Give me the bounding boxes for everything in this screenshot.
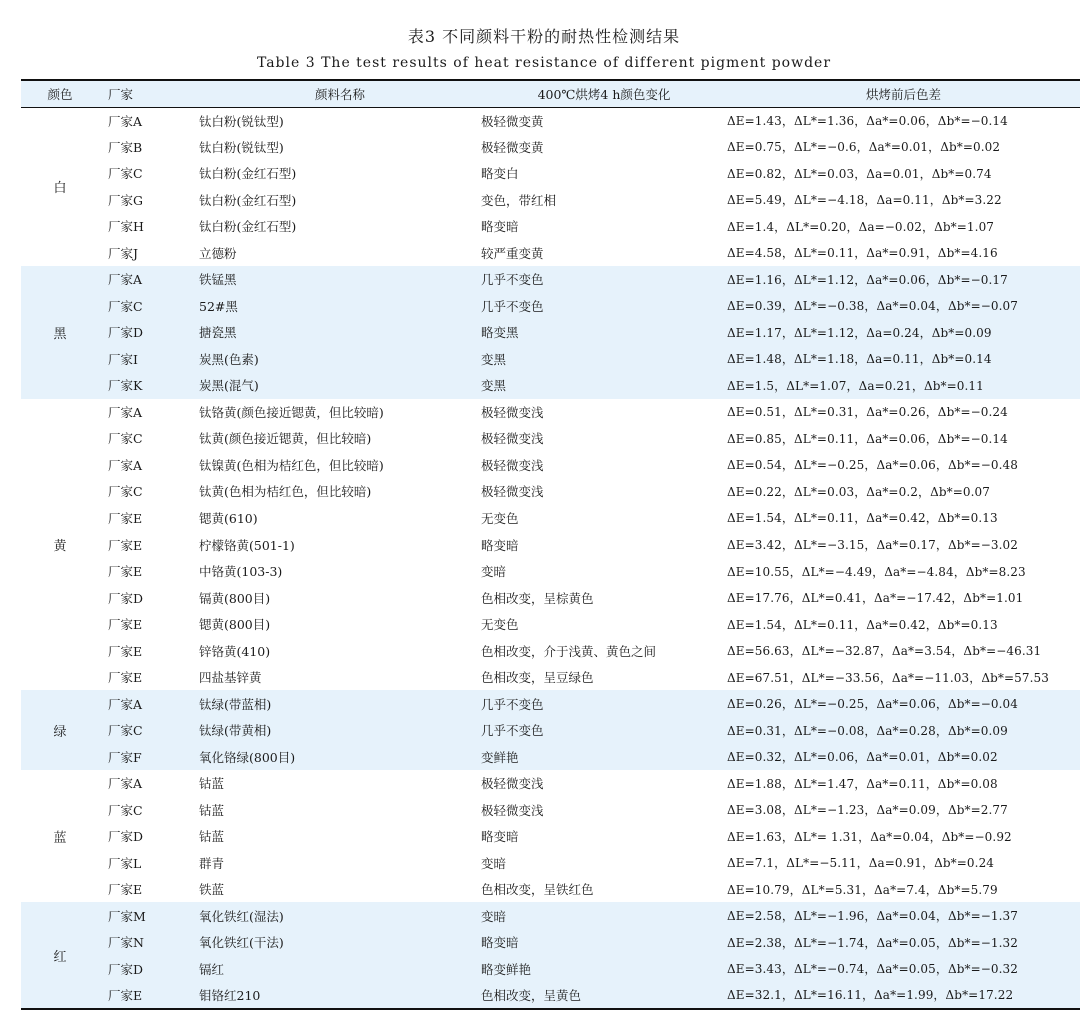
color-group-cell: 黑 <box>21 266 99 399</box>
pigment-name-cell: 钛黄(颜色接近锶黄，但比较暗) <box>199 431 372 447</box>
pigment-name-cell: 锶黄(800目) <box>199 617 271 633</box>
color-change-cell: 极轻微变浅 <box>481 404 544 420</box>
manufacturer-cell: 厂家N <box>99 929 199 956</box>
pigment-name-cell: 铁蓝 <box>199 882 225 898</box>
color-difference-cell: ΔE=56.63，ΔL*=−32.87，Δa*=3.54，Δb*=−46.31 <box>727 644 1042 659</box>
color-change-cell: 极轻微变浅 <box>481 484 544 500</box>
manufacturer-cell: 厂家A <box>108 404 143 420</box>
color-change-cell: 几乎不变色 <box>481 293 727 320</box>
manufacturer-cell: 厂家I <box>99 346 199 373</box>
color-difference-cell: ΔE=0.32，ΔL*=0.06，Δa*=0.01，Δb*=0.02 <box>727 743 1080 770</box>
pigment-name-cell: 钛镍黄(色相为桔红色，但比较暗) <box>199 457 384 473</box>
color-difference-cell: ΔE=1.48，ΔL*=1.18，Δa=0.11，Δb*=0.14 <box>727 346 1080 373</box>
color-change-cell: 极轻微变浅 <box>481 776 544 792</box>
pigment-name-cell: 钛黄(色相为桔红色，但比较暗) <box>199 484 372 500</box>
pigment-name-cell: 氧化铁红(干法) <box>199 929 481 956</box>
color-difference-cell: ΔE=32.1，ΔL*=16.11，Δa*=1.99，Δb*=17.22 <box>727 982 1080 1009</box>
color-difference-cell: ΔE=0.75，ΔL*=−0.6，Δa*=0.01，Δb*=0.02 <box>727 140 1001 155</box>
color-change-cell: 无变色 <box>481 510 519 526</box>
pigment-name-cell: 氧化铁红(湿法) <box>199 902 481 929</box>
manufacturer-cell: 厂家L <box>108 855 142 871</box>
color-change-cell: 色相改变，介于浅黄、黄色之间 <box>481 643 657 659</box>
color-difference-cell: ΔE=3.43，ΔL*=−0.74，Δa*=0.05，Δb*=−0.32 <box>727 956 1080 983</box>
manufacturer-cell: 厂家G <box>108 192 143 208</box>
table-row <box>21 823 1080 850</box>
color-change-cell: 较严重变黄 <box>481 245 544 261</box>
table-row <box>21 372 1080 399</box>
color-change-cell: 变黑 <box>481 372 727 399</box>
manufacturer-cell: 厂家E <box>108 564 143 580</box>
manufacturer-cell: 厂家E <box>108 617 143 633</box>
table-caption-english: Table 3 The test results of heat resistance of different pigment powder <box>256 55 832 71</box>
color-change-cell: 略变暗 <box>481 537 519 553</box>
table-row <box>21 531 1080 558</box>
table-row <box>21 929 1080 956</box>
table-row <box>21 558 1080 585</box>
table-row <box>21 770 1080 797</box>
manufacturer-cell: 厂家C <box>108 166 143 182</box>
pigment-name-cell: 中铬黄(103-3) <box>199 564 283 580</box>
table-row <box>21 266 1080 293</box>
color-change-cell: 无变色 <box>481 617 519 633</box>
pigment-name-cell: 炭黑(色素) <box>199 346 481 373</box>
header-color: 颜色 <box>47 86 73 102</box>
manufacturer-cell: 厂家E <box>108 882 143 898</box>
table-row <box>21 293 1080 320</box>
manufacturer-cell: 厂家E <box>108 643 143 659</box>
header-pigment-name: 颜料名称 <box>314 86 365 102</box>
color-difference-cell: ΔE=3.42，ΔL*=−3.15，Δa*=0.17，Δb*=−3.02 <box>727 538 1019 552</box>
pigment-name-cell: 钛绿(带蓝相) <box>199 690 481 717</box>
color-difference-cell: ΔE=7.1，ΔL*=−5.11，Δa=0.91，Δb*=0.24 <box>727 856 995 871</box>
pigment-name-cell: 群青 <box>199 855 225 871</box>
color-difference-cell: ΔE=1.63，ΔL*= 1.31，Δa*=0.04，Δb*=−0.92 <box>727 829 1012 844</box>
color-difference-cell: ΔE=1.54，ΔL*=0.11，Δa*=0.42，Δb*=0.13 <box>727 617 998 632</box>
pigment-name-cell: 镉黄(800目) <box>199 590 271 606</box>
pigment-name-cell: 搪瓷黑 <box>199 319 481 346</box>
manufacturer-cell: 厂家D <box>99 319 199 346</box>
table-row <box>21 399 1080 426</box>
pigment-name-cell: 钛白粉(金红石型) <box>199 219 297 235</box>
pigment-name-cell: 钛铬黄(颜色接近锶黄，但比较暗) <box>199 404 384 420</box>
color-change-cell: 极轻微变浅 <box>481 431 544 447</box>
pigment-name-cell: 钛绿(带黄相) <box>199 717 481 744</box>
color-difference-cell: ΔE=0.26，ΔL*=−0.25，Δa*=0.06，Δb*=−0.04 <box>727 690 1080 717</box>
table-row <box>21 187 1080 214</box>
table-row <box>21 849 1080 876</box>
color-change-cell: 变鲜艳 <box>481 743 727 770</box>
color-difference-cell: ΔE=1.4，ΔL*=0.20，Δa=−0.02，Δb*=1.07 <box>727 219 995 234</box>
table-caption-chinese: 表3 不同颜料干粉的耐热性检测结果 <box>407 27 681 46</box>
table-body <box>21 107 1080 1009</box>
color-difference-cell: ΔE=10.79，ΔL*=5.31，Δa*=7.4，Δb*=5.79 <box>727 882 998 897</box>
table-row <box>21 452 1080 479</box>
manufacturer-cell: 厂家C <box>99 293 199 320</box>
color-change-cell: 色相改变，呈棕黄色 <box>481 590 594 606</box>
color-difference-cell: ΔE=1.5，ΔL*=1.07，Δa=0.21，Δb*=0.11 <box>727 372 1080 399</box>
color-change-cell: 色相改变，呈豆绿色 <box>481 670 594 686</box>
color-group-cell: 绿 <box>21 690 99 770</box>
pigment-name-cell: 镉红 <box>199 956 481 983</box>
color-change-cell: 极轻微变浅 <box>481 457 544 473</box>
table-row <box>21 505 1080 532</box>
table-header-row <box>21 80 1080 107</box>
color-change-cell: 几乎不变色 <box>481 266 727 293</box>
manufacturer-cell: 厂家B <box>108 139 143 155</box>
manufacturer-cell: 厂家D <box>99 956 199 983</box>
color-change-cell: 变黑 <box>481 346 727 373</box>
pigment-name-cell: 52#黑 <box>199 293 481 320</box>
manufacturer-cell: 厂家A <box>99 266 199 293</box>
manufacturer-cell: 厂家E <box>99 982 199 1009</box>
table-row <box>21 584 1080 611</box>
table-row <box>21 982 1080 1009</box>
color-difference-cell: ΔE=0.82，ΔL*=0.03，Δa=0.01，Δb*=0.74 <box>727 166 992 181</box>
header-color-change: 400℃烘烤4 h颜色变化 <box>537 86 671 102</box>
pigment-name-cell: 氧化铬绿(800目) <box>199 743 481 770</box>
heat-resistance-table <box>21 79 1080 1010</box>
table-row <box>21 160 1080 187</box>
color-difference-cell: ΔE=1.16，ΔL*=1.12，Δa*=0.06，Δb*=−0.17 <box>727 266 1080 293</box>
color-difference-cell: ΔE=5.49，ΔL*=−4.18，Δa=0.11，Δb*=3.22 <box>727 193 1002 208</box>
color-difference-cell: ΔE=1.17，ΔL*=1.12，Δa=0.24，Δb*=0.09 <box>727 319 1080 346</box>
color-difference-cell: ΔE=0.22，ΔL*=0.03，Δa*=0.2，Δb*=0.07 <box>727 484 990 499</box>
pigment-name-cell: 钛白粉(金红石型) <box>199 192 297 208</box>
table-row <box>21 478 1080 505</box>
table-row <box>21 240 1080 267</box>
color-difference-cell: ΔE=67.51，ΔL*=−33.56，Δa*=−11.03，Δb*=57.53 <box>727 670 1049 685</box>
pigment-name-cell: 柠檬铬黄(501-1) <box>199 537 295 553</box>
pigment-name-cell: 钴蓝 <box>199 829 225 845</box>
manufacturer-cell: 厂家D <box>108 590 144 606</box>
pigment-name-cell: 铁锰黑 <box>199 266 481 293</box>
manufacturer-cell: 厂家F <box>99 743 199 770</box>
color-change-cell: 略变暗 <box>481 219 519 235</box>
color-difference-cell: ΔE=1.43，ΔL*=1.36，Δa*=0.06，Δb*=−0.14 <box>727 114 1008 128</box>
color-change-cell: 略变鲜艳 <box>481 956 727 983</box>
pigment-name-cell: 炭黑(混气) <box>199 372 481 399</box>
color-change-cell: 几乎不变色 <box>481 717 727 744</box>
header-color-difference: 烘烤前后色差 <box>865 86 941 102</box>
color-difference-cell: ΔE=0.31，ΔL*=−0.08，Δa*=0.28，Δb*=0.09 <box>727 717 1080 744</box>
color-difference-cell: ΔE=3.08，ΔL*=−1.23，Δa*=0.09，Δb*=2.77 <box>727 803 1008 818</box>
color-change-cell: 极轻微变黄 <box>481 139 544 155</box>
color-difference-cell: ΔE=0.51，ΔL*=0.31，Δa*=0.26，Δb*=−0.24 <box>727 405 1008 420</box>
color-group-cell: 红 <box>21 902 99 1008</box>
manufacturer-cell: 厂家M <box>99 902 199 929</box>
manufacturer-cell: 厂家C <box>99 717 199 744</box>
color-group-cell: 黄 <box>53 539 67 554</box>
table-row <box>21 611 1080 638</box>
color-change-cell: 极轻微变浅 <box>481 802 544 818</box>
color-change-cell: 略变暗 <box>481 829 519 845</box>
pigment-name-cell: 钛白粉(锐钛型) <box>199 113 284 129</box>
manufacturer-cell: 厂家K <box>99 372 199 399</box>
manufacturer-cell: 厂家C <box>108 431 143 447</box>
manufacturer-cell: 厂家C <box>108 484 143 500</box>
table-row <box>21 876 1080 903</box>
manufacturer-cell: 厂家A <box>108 113 143 129</box>
table-row <box>21 346 1080 373</box>
color-difference-cell: ΔE=0.85，ΔL*=0.11，Δa*=0.06，Δb*=−0.14 <box>727 431 1008 446</box>
color-change-cell: 色相改变，呈黄色 <box>481 982 727 1009</box>
pigment-name-cell: 钛白粉(锐钛型) <box>199 139 284 155</box>
manufacturer-cell: 厂家C <box>108 802 143 818</box>
color-group-cell: 白 <box>53 181 67 197</box>
color-difference-cell: ΔE=4.58，ΔL*=0.11，Δa*=0.91，Δb*=4.16 <box>727 246 998 261</box>
table-row <box>21 637 1080 664</box>
table-row <box>21 743 1080 770</box>
table-row <box>21 134 1080 161</box>
manufacturer-cell: 厂家E <box>108 510 143 526</box>
pigment-name-cell: 锌铬黄(410) <box>199 643 271 659</box>
table-row <box>21 956 1080 983</box>
color-change-cell: 略变暗 <box>481 929 727 956</box>
color-difference-cell: ΔE=0.39，ΔL*=−0.38，Δa*=0.04，Δb*=−0.07 <box>727 293 1080 320</box>
manufacturer-cell: 厂家J <box>108 245 139 261</box>
pigment-name-cell: 钴蓝 <box>199 776 225 792</box>
table-row <box>21 690 1080 717</box>
pigment-name-cell: 四盐基锌黄 <box>199 670 262 686</box>
color-change-cell: 变暗 <box>481 564 507 580</box>
table-row <box>21 664 1080 691</box>
manufacturer-cell: 厂家D <box>108 829 144 845</box>
color-difference-cell: ΔE=2.38，ΔL*=−1.74，Δa*=0.05，Δb*=−1.32 <box>727 929 1080 956</box>
table-row <box>21 902 1080 929</box>
pigment-name-cell: 钛白粉(金红石型) <box>199 166 297 182</box>
manufacturer-cell: 厂家E <box>108 537 143 553</box>
table-row <box>21 319 1080 346</box>
header-manufacturer: 厂家 <box>108 86 134 102</box>
color-change-cell: 变色，带红相 <box>481 192 557 208</box>
color-difference-cell: ΔE=2.58，ΔL*=−1.96，Δa*=0.04，Δb*=−1.37 <box>727 902 1080 929</box>
table-row <box>21 796 1080 823</box>
color-difference-cell: ΔE=0.54，ΔL*=−0.25，Δa*=0.06，Δb*=−0.48 <box>727 458 1019 473</box>
color-change-cell: 略变白 <box>481 166 519 182</box>
color-difference-cell: ΔE=1.54，ΔL*=0.11，Δa*=0.42，Δb*=0.13 <box>727 511 998 526</box>
color-difference-cell: ΔE=10.55，ΔL*=−4.49，Δa*=−4.84，Δb*=8.23 <box>727 564 1026 579</box>
table-row <box>21 213 1080 240</box>
pigment-name-cell: 锶黄(610) <box>199 510 258 526</box>
manufacturer-cell: 厂家A <box>99 690 199 717</box>
color-change-cell: 极轻微变黄 <box>481 113 544 129</box>
pigment-name-cell: 立德粉 <box>199 245 237 261</box>
color-change-cell: 几乎不变色 <box>481 690 727 717</box>
color-change-cell: 变暗 <box>481 855 507 871</box>
color-change-cell: 略变黑 <box>481 319 727 346</box>
color-group-cell: 蓝 <box>53 830 67 846</box>
table-row <box>21 107 1080 134</box>
color-change-cell: 色相改变，呈铁红色 <box>481 882 594 898</box>
pigment-name-cell: 钼铬红210 <box>199 982 481 1009</box>
manufacturer-cell: 厂家A <box>108 457 143 473</box>
table-row <box>21 717 1080 744</box>
color-difference-cell: ΔE=1.88，ΔL*=1.47，Δa*=0.11，Δb*=0.08 <box>727 776 998 791</box>
table-row <box>21 425 1080 452</box>
manufacturer-cell: 厂家A <box>108 776 143 792</box>
manufacturer-cell: 厂家H <box>108 219 144 235</box>
pigment-name-cell: 钴蓝 <box>199 802 225 818</box>
color-change-cell: 变暗 <box>481 902 727 929</box>
manufacturer-cell: 厂家E <box>108 670 143 686</box>
color-difference-cell: ΔE=17.76，ΔL*=0.41，Δa*=−17.42，Δb*=1.01 <box>727 591 1024 606</box>
